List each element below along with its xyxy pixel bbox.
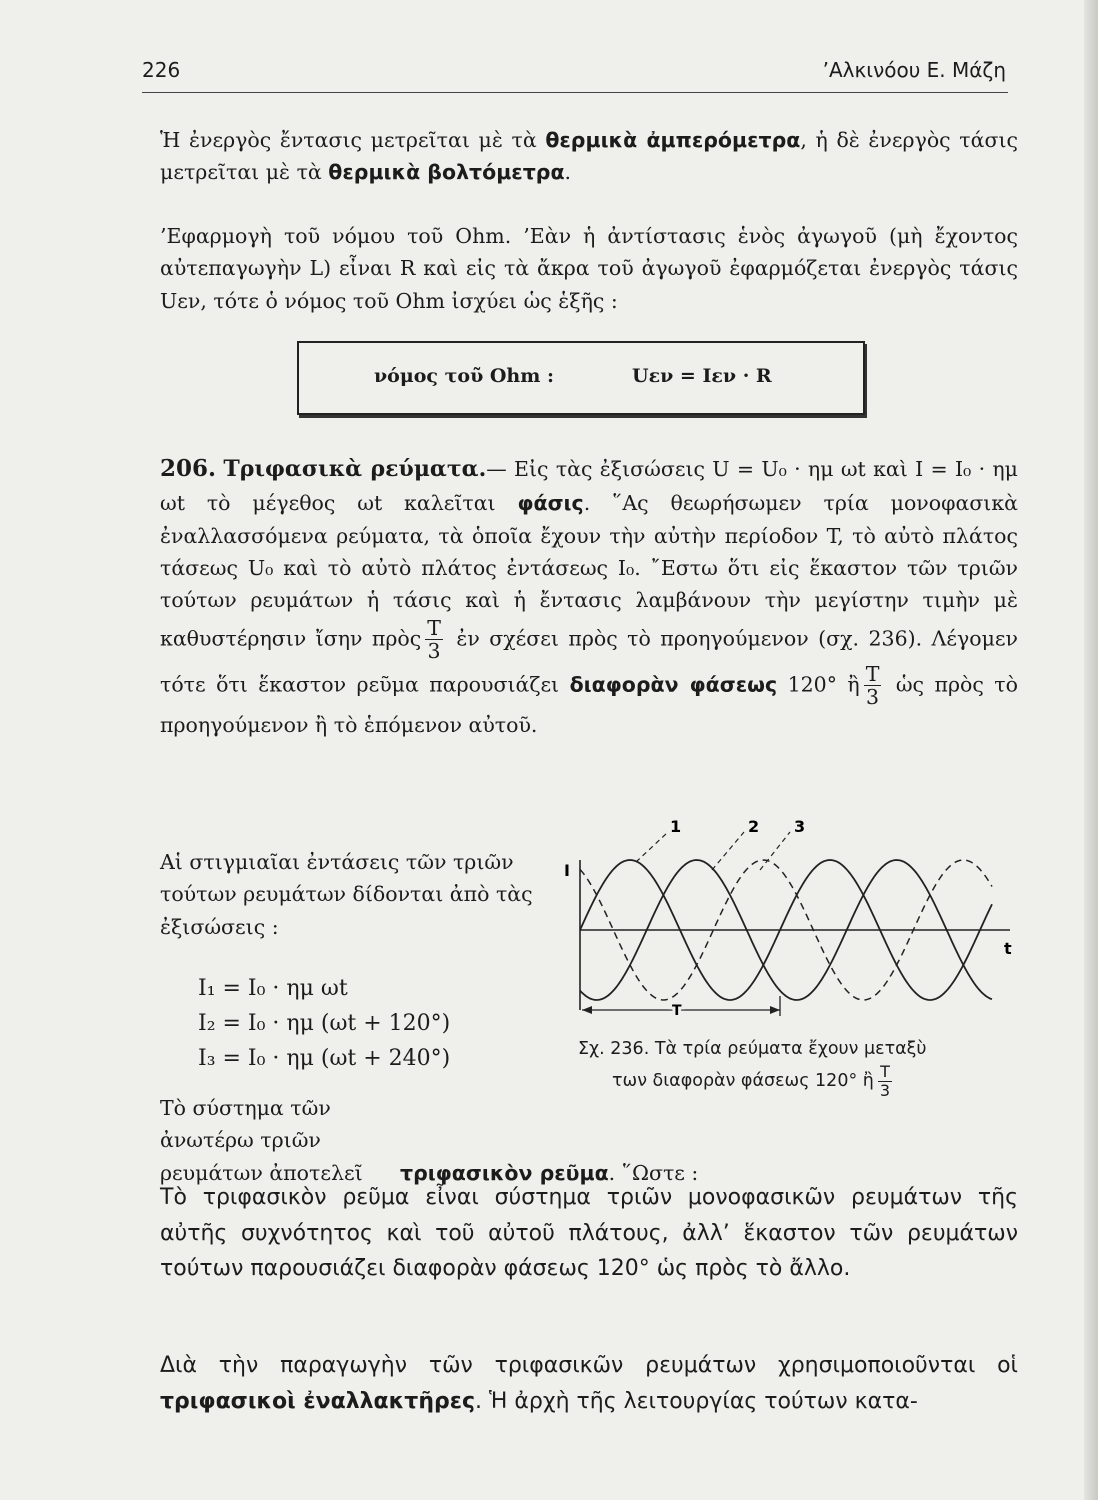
caption-fraction: $\frac{T}{3}$ xyxy=(879,1062,891,1100)
running-head-author: ’Αλκινόου Ε. Μάζη xyxy=(822,58,1006,82)
period-arrow-right xyxy=(770,1006,780,1014)
three-phase-waveform-figure xyxy=(552,810,1022,1030)
paragraph-instantaneous-currents: Αἱ στιγμιαῖαι ἐντάσεις τῶν τριῶν τούτων ρευμάτων δίδονται ἀπὸ τὰς ἐξισώσεις : xyxy=(160,850,533,939)
curve-label-2: 2 xyxy=(748,817,760,836)
page-edge-shadow xyxy=(1084,0,1098,1500)
fraction-t-over-3: $\frac{T}{3}$ xyxy=(427,615,441,664)
axis-label-i: I xyxy=(564,861,570,880)
equation-i3: I₃ = I₀ · ημ (ωt + 240°) xyxy=(198,1045,451,1071)
paragraph-alternators: Διὰ τὴν παραγωγὴν τῶν τριφασικῶν ρευμάτων χρησιμοποιοῦνται οἱ τριφασικοὶ ἐναλλακτῆρες. Ἡ ἀρχὴ τῆς λειτουργίας τούτων κατα- xyxy=(160,1353,1018,1414)
page-number: 226 xyxy=(142,58,181,82)
equation-i2: I₂ = I₀ · ημ (ωt + 120°) xyxy=(198,1010,451,1036)
bold-three-phase-alternators: τριφασικοὶ ἐναλλακτῆρες xyxy=(160,1388,476,1414)
ohm-law-equation: Uεν = Iεν · R xyxy=(632,365,772,387)
section-title: Τριφασικὰ ρεύματα. xyxy=(223,456,487,482)
axis-label-t: t xyxy=(1004,939,1012,958)
period-arrow-left xyxy=(582,1006,592,1014)
curve-label-3: 3 xyxy=(794,817,806,836)
figure-caption xyxy=(578,1036,1024,1099)
ohm-law-box xyxy=(297,341,865,415)
leader-1 xyxy=(636,832,668,862)
page-header xyxy=(142,58,1008,93)
curve-label-1: 1 xyxy=(670,817,682,836)
equation-i1: I₁ = I₀ · ημ ωt xyxy=(198,976,348,1001)
period-label: T xyxy=(672,1003,682,1019)
section-number: 206. xyxy=(160,455,217,482)
caption-line-2: των διαφορὰν φάσεως 120° ἢ xyxy=(612,1071,874,1092)
ohm-law-label: νόμος τοῦ Ohm : xyxy=(374,365,554,387)
paragraph-system: Τὸ σύστημα τῶν ἀνωτέρω τριῶν ρευμάτων ἀποτελεῖτριφασικὸν ρεῦμα. ῞Ωστε : xyxy=(160,1096,699,1185)
paragraph-effective-measurement: Ἡ ἐνεργὸς ἔντασις μετρεῖται μὲ τὰ θερμικὰ ἀμπερόμετρα, ἡ δὲ ἐνεργὸς τάσις μετρεῖται μὲ τὰ θερμικὰ βολτόμετρα. xyxy=(160,128,1018,185)
paragraph-ohm-law-application: ’Εφαρμογὴ τοῦ νόμου τοῦ Ohm. ’Εὰν ἡ ἀντίστασις ἑνὸς ἀγωγοῦ (μὴ ἔχοντος αὐτεπαγωγὴν L) εἶναι R καὶ εἰς τὰ ἄκρα τοῦ ἀγωγοῦ ἐφαρμόζεται ἐνεργὸς τάσις Uεν, τότε ὁ νόμος τοῦ Ohm ἰσχύει ὡς ἑξῆς : xyxy=(160,224,1018,313)
section-206-paragraph: 206. Τριφασικὰ ρεύματα.— Εἰς τὰς ἐξισώσεις U = U₀ · ημ ωt καὶ I = I₀ · ημ ωt τὸ μέγεθος ωt καλεῖται φάσις. ῞Ας θεωρήσωμεν τρία μονοφασικὰ ἐναλλασσόμενα ρεύματα, τὰ ὁποῖα ἔχουν τὴν αὐτὴν περίοδον T, τὸ αὐτὸ πλάτος τάσεως U₀ καὶ τὸ αὐτὸ πλάτος ἐντάσεως I₀. ῎Εστω ὅτι εἰς ἕκαστον τῶν τριῶν τούτων ρευμάτων ἡ τάσις καὶ ἡ ἔντασις λαμβάνουν τὴν μεγίστην τιμὴν μὲ καθυστέρησιν ἴσην πρὸς $\frac{T}{3}$ ἐν σχέσει πρὸς τὸ προηγούμενον (σχ. 236). Λέγομεν τότε ὅτι ἕκαστον ρεῦμα παρουσιάζει διαφορὰν φάσεως 120° ἢ $\frac{T}{3}$ ὡς πρὸς τὸ προηγούμενον ἢ τὸ ἑπόμενον αὐτοῦ. xyxy=(160,455,1019,738)
bold-thermal-ammeters: θερμικὰ ἀμπερόμετρα xyxy=(545,128,801,152)
bold-phase: φάσις xyxy=(517,491,584,516)
leader-2 xyxy=(712,832,744,870)
bold-thermal-voltmeters: θερμικὰ βολτόμετρα xyxy=(328,160,565,185)
bold-three-phase-current: τριφασικὸν ρεῦμα xyxy=(400,1160,609,1185)
definition-paragraph: Τὸ τριφασικὸν ρεῦμα εἶναι σύστημα τριῶν μονοφασικῶν ρευμάτων τῆς αὐτῆς συχνότητος καὶ τοῦ αὐτοῦ πλάτους, ἀλλ’ ἕκαστον τῶν ρευμάτων τούτων παρουσιάζει διαφορὰν φάσεως 120° ὡς πρὸς τὸ ἄλλο. xyxy=(160,1185,1018,1282)
three-phase-equations xyxy=(198,972,450,1076)
bold-phase-difference: διαφορὰν φάσεως xyxy=(569,672,778,697)
caption-line-1: Σχ. 236. Τὰ τρία ρεύματα ἔχουν μεταξὺ xyxy=(578,1039,927,1059)
fraction-t-over-3-second: $\frac{T}{3}$ xyxy=(865,661,880,710)
